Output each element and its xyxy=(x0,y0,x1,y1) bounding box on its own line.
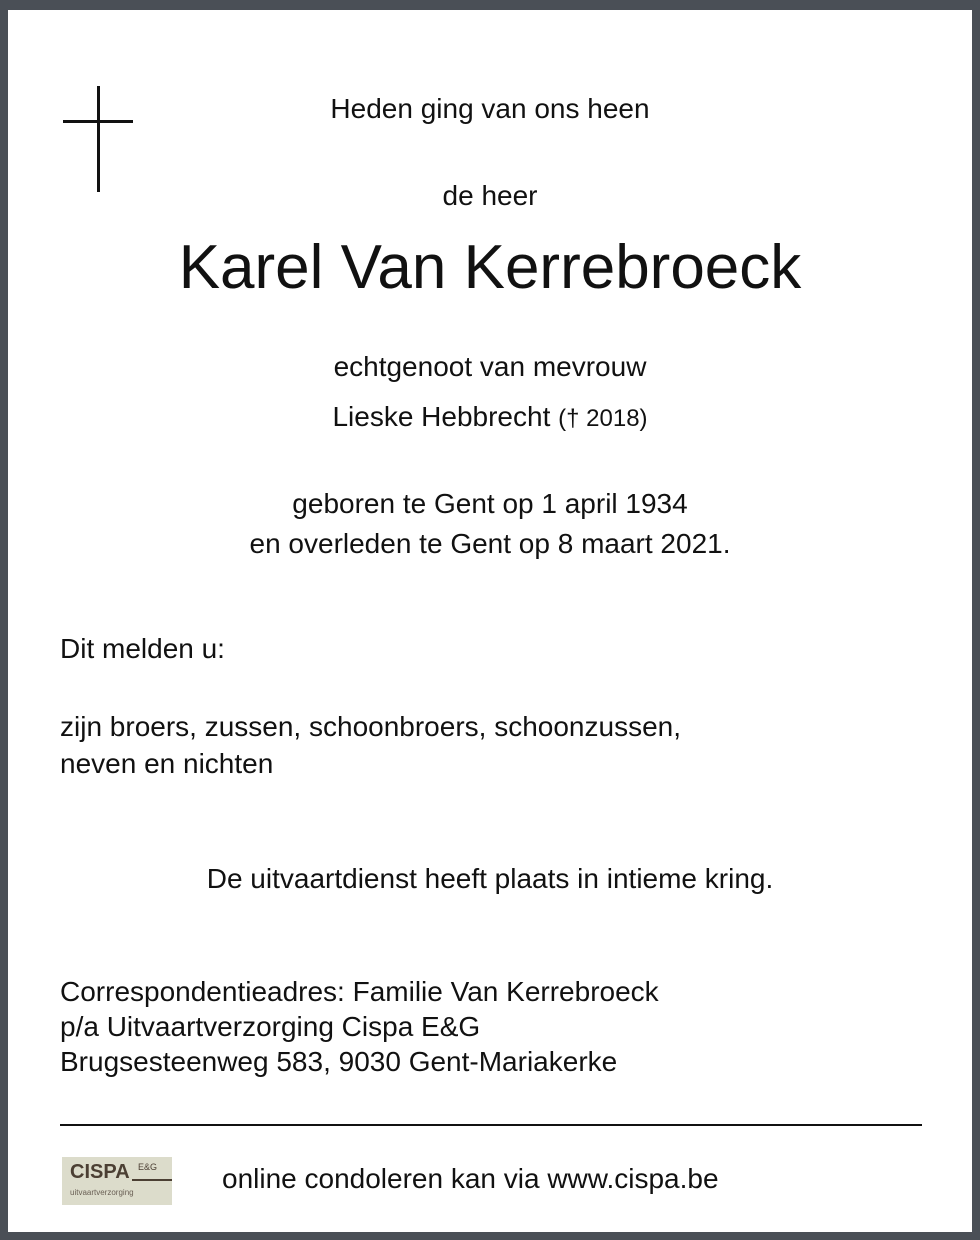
address-line-3: Brugsesteenweg 583, 9030 Gent-Mariakerke xyxy=(60,1046,618,1077)
ceremony-text: De uitvaartdienst heeft plaats in intieme kring. xyxy=(206,863,774,894)
address-line-2: p/a Uitvaartverzorging Cispa E&G xyxy=(60,1011,481,1042)
logo-main: CISPA xyxy=(70,1161,130,1183)
born-line: geboren te Gent op 1 april 1934 xyxy=(292,488,688,519)
spouse-death-note: († 2018) xyxy=(558,405,648,432)
deceased-name: Karel Van Kerrebroeck xyxy=(178,233,802,302)
announcers-intro: Dit melden u: xyxy=(60,633,225,664)
died-line: en overleden te Gent op 8 maart 2021. xyxy=(249,528,731,559)
death-notice xyxy=(8,10,972,1232)
logo-eg: E&G xyxy=(138,1162,158,1172)
cispa-logo xyxy=(62,1157,172,1205)
announcers-line-1: zijn broers, zussen, schoonbroers, schoonzussen, xyxy=(60,711,681,742)
title-prefix: de heer xyxy=(442,180,538,211)
spouse-name: Lieske Hebbrecht xyxy=(332,401,551,432)
spouse-name-line xyxy=(8,400,972,436)
spouse-line: echtgenoot van mevrouw xyxy=(333,351,647,382)
announcers-line-2: neven en nichten xyxy=(60,748,274,779)
condolence-link[interactable]: online condoleren kan via www.cispa.be xyxy=(222,1163,719,1194)
logo-bar xyxy=(132,1179,172,1181)
intro-text: Heden ging van ons heen xyxy=(330,93,650,124)
divider xyxy=(60,1124,922,1126)
logo-sub: uitvaartverzorging xyxy=(70,1188,134,1197)
address-line-1: Correspondentieadres: Familie Van Kerrebroeck xyxy=(60,976,659,1007)
